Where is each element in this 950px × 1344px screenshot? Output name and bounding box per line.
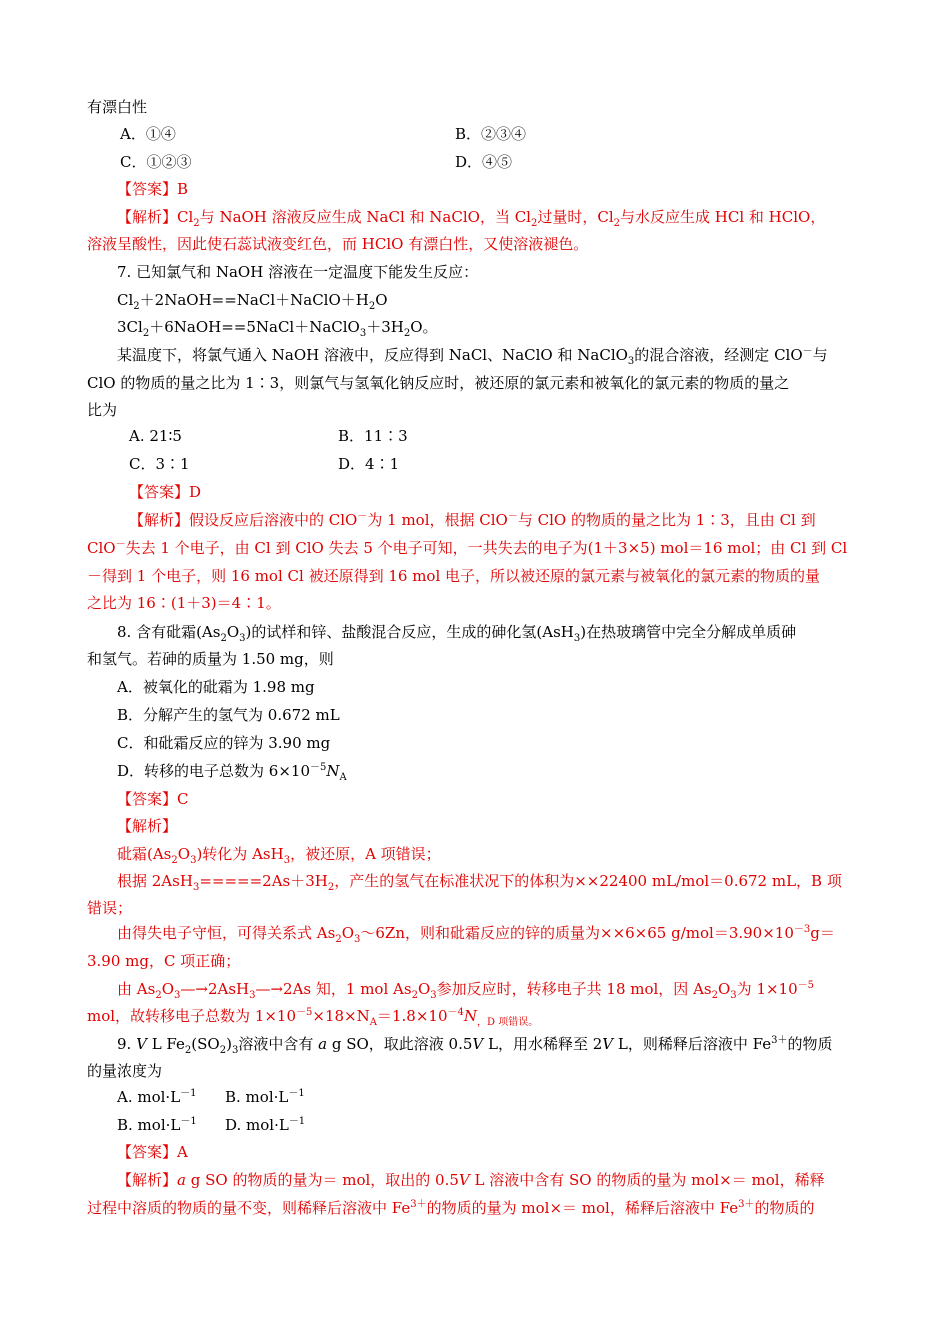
q6-option-b: B．②③④ [455,125,527,143]
q9-analysis-line2: 过程中溶质的物质的量不变，则稀释后溶液中 $Fe^{3+}$的物质的量为 mol×＝ mol，稀释后溶液中 $Fe^{3+}$的物质的 [87,1199,815,1217]
q7-analysis-line1: 【解析】假设反应后溶液中的 ClO－为 1 mol，根据 ClO－与 ClO 的物质的量之比为 1∶3，且由 Cl 到 [129,511,816,529]
q7-option-d: D．4∶1 [338,455,400,473]
q6-option-d: D．④⑤ [455,153,513,171]
q9-analysis-line1: 【解析】a g SO 的物质的量为＝ mol，取出的 0.5V L 溶液中含有 SO 的物质的量为 mol×＝ mol，稀释 [117,1171,825,1189]
q8-analysis-line4: 由得失电子守恒，可得关系式 $As_2O_3\sim 6Zn$，则和砒霜反应的锌的质量为××6×65 $g/mol=3.90\times 10^{-3}g=$ [117,924,835,945]
q7-analysis-line2: ClO－失去 1 个电子，由 Cl 到 ClO 失去 5 个电子可知，一共失去的电子为(1＋3×5) mol＝16 mol；由 Cl 到 Cl [87,539,848,557]
q8-analysis-line6: 由 $As_2O_3—\to 2AsH_3—\to 2As$ 知，1 mol $As_2O_3$参加反应时，转移电子共 18 mol，因 $As_2O_3$为 $1\times 10^{-5}$ [117,980,815,1001]
q7-stem: 7. 已知氯气和 NaOH 溶液在一定温度下能发生反应： [117,263,479,281]
q8-analysis-label: 【解析】 [117,817,178,835]
q8-option-c: C．和砒霜反应的锌为 3.90 mg [117,734,331,752]
q6-analysis-line1: 【解析】$Cl_2$与 NaOH 溶液反应生成 NaCl 和 NaClO，当 $Cl_2$过量时，$Cl_2$与水反应生成 HCl 和 HClO， [117,208,826,229]
q6-option-c: C．①②③ [120,153,192,171]
q9-option-c: B. $mol\cdot L^{-1}$ [117,1116,197,1134]
q8-analysis-line1: 砒霜$(As_2O_3)$转化为 AsH$_3$，被还原，A 项错误； [117,845,441,866]
q9-stem-line1: 9. V L $Fe_2(SO_2)_3$溶液中含有 a g SO，取此溶液 0.5V L，用水稀释至 2V L，则稀释后溶液中 $Fe^{3+}$的物质 [117,1035,833,1056]
q9-stem-line2: 的量浓度为 [87,1062,163,1080]
q7-option-c: C．3∶1 [129,455,190,473]
q8-analysis-line5: 3.90 mg，C 项正确； [87,952,241,970]
q8-analysis-line7: mol，故转移电子总数为 $1\times 10^{-5}\times 18\times N_A=1.8\times 10^{-4}N_{,D 项错误。}$ [87,1007,539,1028]
q8-stem-line1: 8. 含有砒霜$(As_2O_3)$的试样和锌、盐酸混合反应，生成的砷化氢(AsH$_3$)在热玻璃管中完全分解成单质砷 [117,623,797,644]
q8-analysis-line2: 根据 $2AsH_3=====2As+3H_2$，产生的氢气在标准状况下的体积为××22400 mL/mol＝0.672 mL，B 项 [117,872,842,893]
q8-option-b: B．分解产生的氢气为 0.672 mL [117,706,340,724]
q6-analysis-line2: 溶液呈酸性，因此使石蕊试液变红色，而 HClO 有漂白性，又使溶液褪色。 [87,235,589,253]
q9-answer: 【答案】A [117,1143,188,1161]
q7-analysis-line4: 之比为 16∶(1＋3)＝4∶1。 [87,594,281,612]
q8-answer: 【答案】C [117,790,189,808]
q9-option-b: B. $mol\cdot L^{-1}$ [225,1088,305,1106]
q8-analysis-line3: 错误； [87,899,133,917]
q7-option-b: B．11∶3 [338,427,408,445]
q9-option-d: D. $mol\cdot L^{-1}$ [225,1116,306,1134]
q7-answer: 【答案】D [129,483,202,501]
q7-analysis-line3: －得到 1 个电子，则 16 mol Cl 被还原得到 16 mol 电子，所以被还原的氯元素与被氧化的氯元素的物质的量 [87,567,821,585]
q7-equation-1: $Cl_2+2NaOH==NaCl+NaClO+H_2O$ [117,291,388,312]
q7-paragraph-line3: 比为 [87,401,118,419]
q7-paragraph-line2: ClO 的物质的量之比为 1∶3，则氯气与氢氧化钠反应时，被还原的氯元素和被氧化的氯元素的物质的量之 [87,374,790,392]
q6-answer: 【答案】B [117,180,189,198]
q8-option-a: A．被氧化的砒霜为 1.98 mg [117,678,315,696]
q8-stem-line2: 和氢气。若砷的质量为 1.50 mg，则 [87,650,334,668]
q7-paragraph-line1: 某温度下，将氯气通入 NaOH 溶液中，反应得到 NaCl、NaClO 和 NaClO$_3$的混合溶液，经测定 ClO－与 [117,346,828,367]
q7-equation-2: $3Cl_2+6NaOH==5NaCl+NaClO_3+3H_2O$。 [117,318,438,339]
q7-option-a: A. 21∶5 [129,427,182,445]
q9-option-a: A. $mol\cdot L^{-1}$ [117,1088,197,1106]
q8-option-d: D．转移的电子总数为 $6\times 10^{-5}N_A$ [117,762,347,783]
q6-continuation: 有漂白性 [87,98,148,116]
q6-option-a: A．①④ [120,125,176,143]
